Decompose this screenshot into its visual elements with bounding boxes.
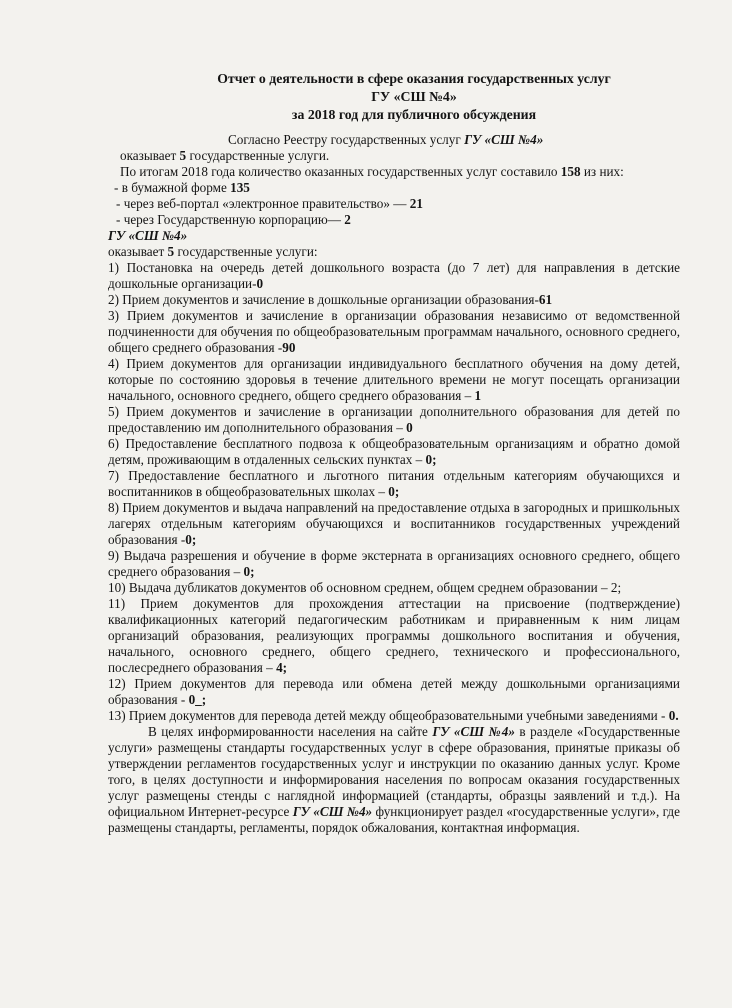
closing-part-3: функционирует раздел «государственные услуги», где размещены стандарты, регламенты, порядок обжалования, контактная информация. — [108, 804, 680, 835]
intro-a-text: Согласно Реестру государственных услуг — [228, 132, 461, 147]
closing-paragraph — [108, 724, 680, 836]
list-item: 7) Предоставление бесплатного и льготного питания отдельным категориям обучающихся и воспитанников в общеобразовательных школах – 0; — [108, 468, 680, 499]
intro-d3-text: - через Государственную корпорацию— — [116, 212, 341, 227]
intro-b-tail: государственные услуги. — [189, 148, 330, 163]
intro-a-org: ГУ «СШ №4» — [464, 132, 544, 147]
services-list — [108, 260, 680, 724]
intro-d1-text: - в бумажной форме — [114, 180, 227, 195]
list-item: 5) Прием документов и зачисление в организации дополнительного образования для детей по предоставлению им дополнительного образования – 0 — [108, 404, 680, 435]
intro-e-text: оказывает — [108, 244, 165, 259]
intro-line-org — [108, 228, 680, 244]
list-item: 9) Выдача разрешения и обучение в форме экстерната в организациях основного среднего, общего среднего образования – 0; — [108, 548, 680, 579]
list-item: 11) Прием документов для прохождения аттестации на присвоение (подтверждение) квалификационных категорий педагогическим работникам и приравненным к ним лицам организаций образования, реализующих программы дошкольного воспитания и обучения, начального, основного среднего, общего среднего, технического и профессионального, послесреднего образования – 4; — [108, 596, 680, 675]
intro-d1-num: 135 — [230, 180, 250, 195]
list-item: 4) Прием документов для организации индивидуального бесплатного обучения на дому детей, которые по состоянию здоровья в течение длительного времени не могут посещать организации начального, основного среднего, общего среднего образования – 1 — [108, 356, 680, 403]
closing-part-1: В целях информированности населения на сайте — [148, 724, 433, 739]
title-line-1: Отчет о деятельности в сфере оказания государственных услуг — [217, 71, 611, 86]
intro-b-num: 5 — [179, 148, 187, 163]
list-item: 13) Прием документов для перевода детей между общеобразовательными учебными заведениями - 0. — [108, 708, 679, 723]
closing-org-a: ГУ «СШ №4» — [432, 724, 515, 739]
intro-line-a — [108, 132, 680, 148]
intro-org-2: ГУ «СШ №4» — [108, 228, 188, 243]
intro-line-b — [108, 148, 680, 164]
intro-line-e — [108, 244, 680, 260]
title-line-3: за 2018 год для публичного обсуждения — [291, 107, 537, 122]
title-org: ГУ «СШ №4» — [371, 89, 457, 104]
intro-line-d2 — [108, 196, 680, 212]
list-item: 10) Выдача дубликатов документов об основном среднем, общем среднем образовании – 2; — [108, 580, 622, 595]
intro-line-d1 — [108, 180, 680, 196]
closing-part-2: в разделе «Государственные услуги» размещены стандарты государственных услуг в сфере образования, принятые приказы об утверждении регламентов государственных услуг и инструкции по оказанию данных услуг. Кроме того, в целях доступности и информирования населения по вопросам оказания государственных услуг размещены стенды с наглядной информацией (стандарты, образцы заявлений и т.д.). На официальном Интернет-ресурсе — [108, 724, 680, 819]
intro-d2-num: 21 — [409, 196, 423, 211]
intro-b-text: оказывает — [120, 148, 177, 163]
intro-d3-num: 2 — [344, 212, 351, 227]
list-item: 6) Предоставление бесплатного подвоза к общеобразовательным организациям и обратно домой детям, проживающим в отдаленных сельских пунктах – 0; — [108, 436, 680, 467]
title-block — [108, 70, 680, 124]
closing-org-b: ГУ «СШ №4» — [292, 804, 373, 819]
list-item: 2) Прием документов и зачисление в дошкольные организации образования-61 — [108, 292, 553, 307]
intro-line-c — [108, 164, 680, 180]
list-item: 3) Прием документов и зачисление в организации образования независимо от ведомственной подчиненности для обучения по общеобразовательным программам начального, основного среднего, общего среднего образования -90 — [108, 308, 680, 355]
intro-d2-text: - через веб-портал «электронное правительство» — — [116, 196, 407, 211]
intro-line-d3 — [108, 212, 680, 228]
intro-c-text: По итогам 2018 года количество оказанных государственных услуг составило — [120, 164, 558, 179]
list-item: 1) Постановка на очередь детей дошкольного возраста (до 7 лет) для направления в детские дошкольные организации-0 — [108, 260, 680, 291]
intro-c-num: 158 — [560, 164, 581, 179]
intro-c-tail: из них: — [583, 164, 624, 179]
intro-e-num: 5 — [167, 244, 175, 259]
intro-e-tail: государственные услуги: — [177, 244, 318, 259]
list-item: 8) Прием документов и выдача направлений на предоставление отдыха в загородных и пришкольных лагерях отдельным категориям обучающихся и воспитанников государственных учреждений образования -0; — [108, 500, 680, 547]
list-item: 12) Прием документов для перевода или обмена детей между дошкольными организациями образования - 0_; — [108, 676, 680, 707]
